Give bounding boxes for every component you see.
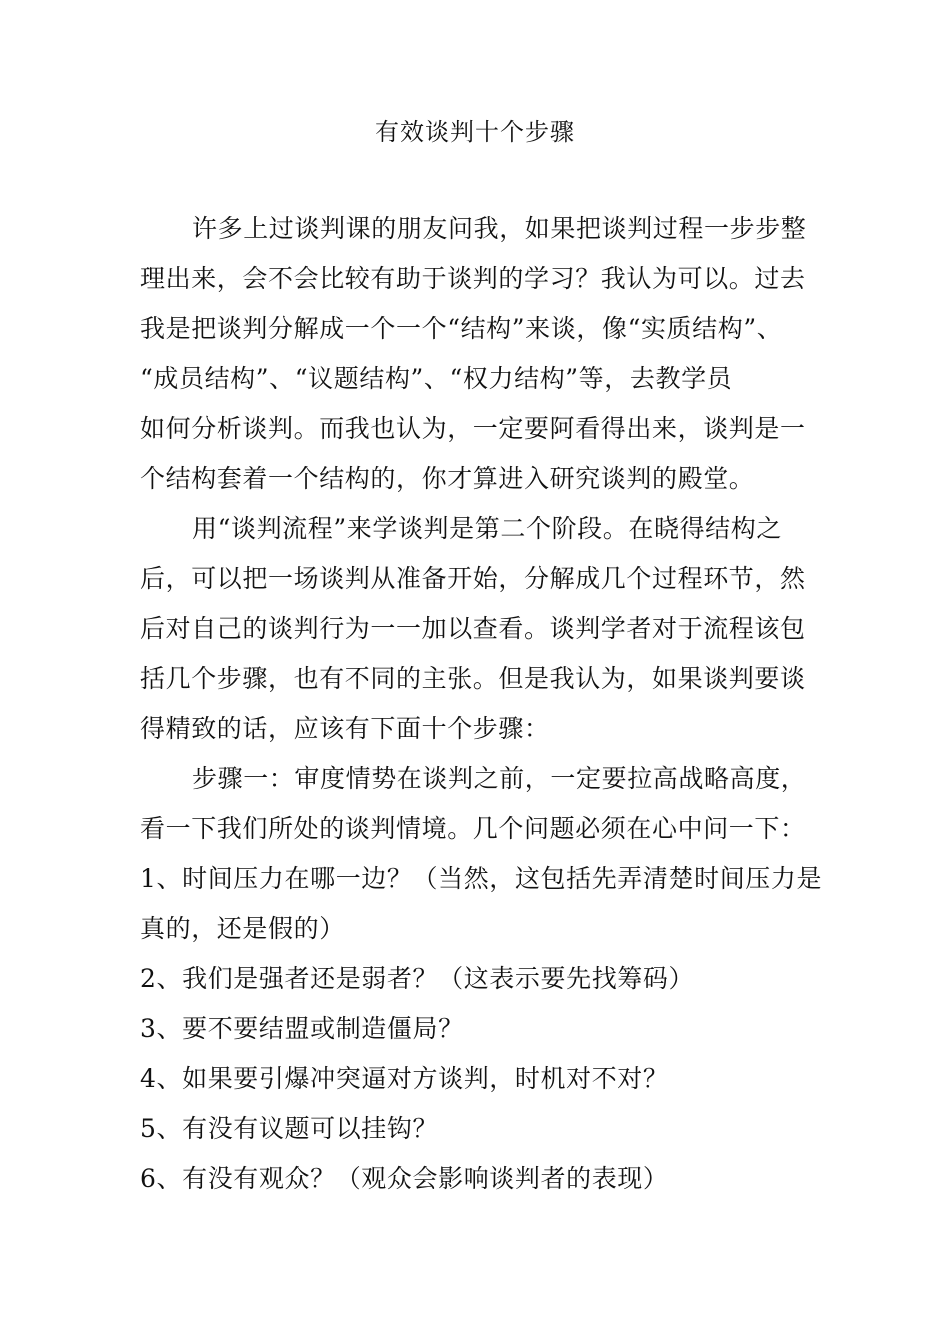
text-line: 个结构套着一个结构的，你才算进入研究谈判的殿堂。: [140, 464, 755, 493]
text-line: 理出来，会不会比较有助于谈判的学习？我认为可以。过去: [140, 264, 806, 293]
text-line: 得精致的话，应该有下面十个步骤：: [140, 714, 550, 743]
text-line: 步骤一：审度情势在谈判之前，一定要拉高战略高度，: [192, 764, 807, 793]
text-line: 看一下我们所处的谈判情境。几个问题必须在心中问一下：: [140, 814, 806, 843]
text-line: 真的，还是假的）: [140, 914, 345, 943]
text-line: 4、如果要引爆冲突逼对方谈判，时机对不对？: [140, 1064, 669, 1093]
text-line: 如何分析谈判。而我也认为，一定要阿看得出来，谈判是一: [140, 414, 806, 443]
text-line: 1、时间压力在哪一边？（当然，这包括先弄清楚时间压力是: [140, 864, 823, 893]
text-line: 2、我们是强者还是弱者？（这表示要先找筹码）: [140, 964, 695, 993]
text-line: 6、有没有观众？（观众会影响谈判者的表现）: [140, 1164, 669, 1193]
text-line: 许多上过谈判课的朋友问我，如果把谈判过程一步步整: [192, 214, 807, 243]
text-line: 我是把谈判分解成一个一个“结构”来谈，像“实质结构”、: [140, 314, 783, 343]
text-line: 3、要不要结盟或制造僵局？: [140, 1014, 464, 1043]
document-body: [140, 204, 830, 1204]
text-line: “成员结构”、“议题结构”、“权力结构”等，去教学员: [140, 364, 733, 393]
text-line: 5、有没有议题可以挂钩？: [140, 1114, 439, 1143]
text-line: 用“谈判流程”来学谈判是第二个阶段。在晓得结构之: [192, 514, 782, 543]
text-line: 后对自己的谈判行为一一加以查看。谈判学者对于流程该包: [140, 614, 806, 643]
text-line: 后，可以把一场谈判从准备开始，分解成几个过程环节，然: [140, 564, 806, 593]
text-line: 括几个步骤，也有不同的主张。但是我认为，如果谈判要谈: [140, 664, 806, 693]
document-title: 有效谈判十个步骤: [375, 118, 575, 146]
